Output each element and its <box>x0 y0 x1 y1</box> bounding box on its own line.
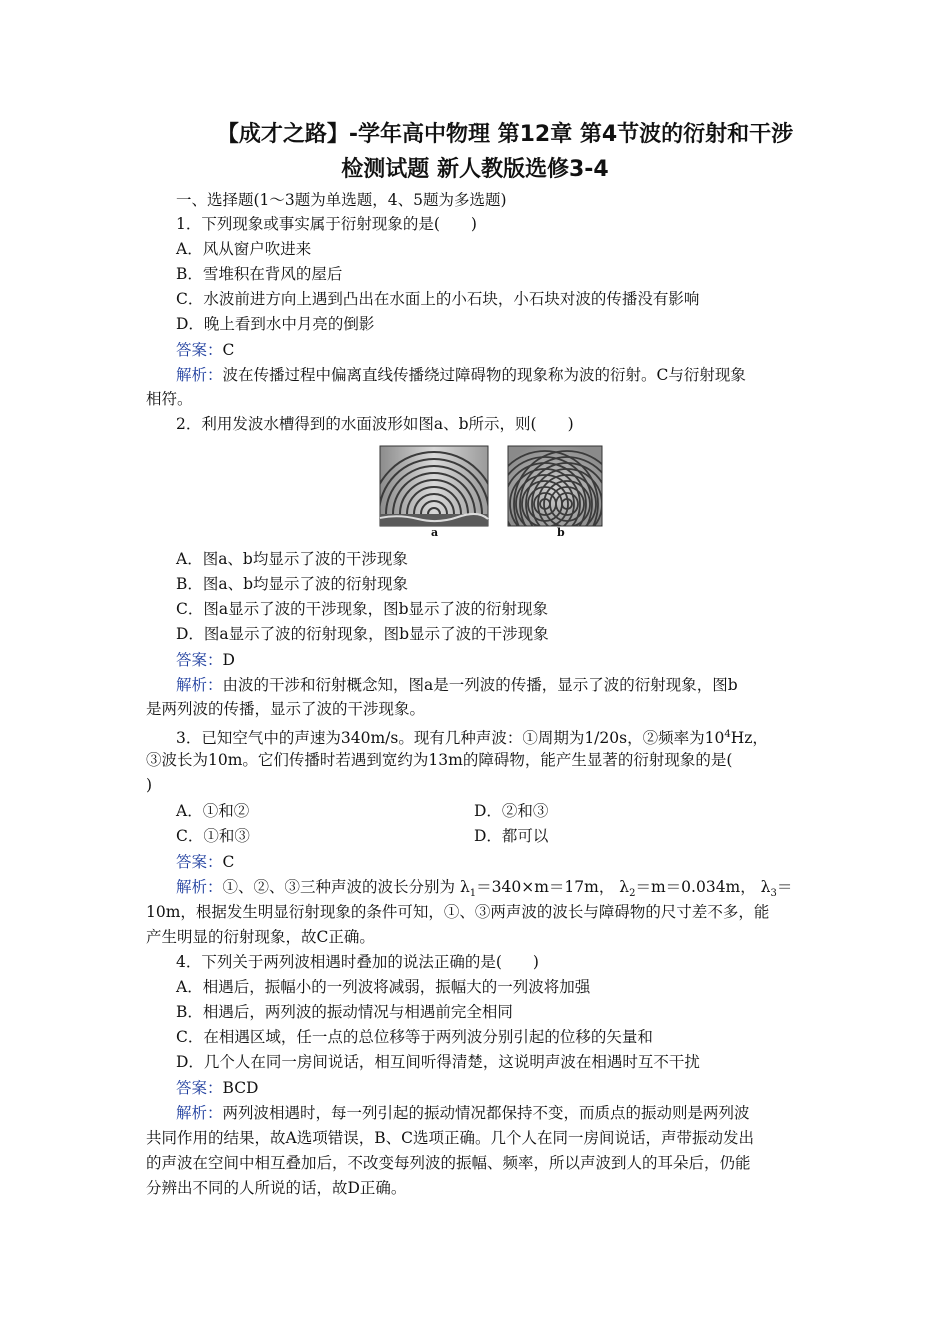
q4-option-d: D．几个人在同一房间说话，相互间听得清楚，这说明声波在相遇时互不干扰 <box>176 1053 700 1071</box>
q1-analysis-label: 解析： <box>176 366 223 384</box>
q1-analysis <box>176 364 746 386</box>
document-title-line-2: 检测试题 新人教版选修3-4 <box>341 157 609 182</box>
figure-a-label: a <box>431 526 439 539</box>
wave-figure-svg <box>378 444 604 540</box>
q3-analysis-c: ＝m＝0.034m， λ <box>635 878 771 896</box>
q3-analysis-a: ①、②、③三种声波的波长分别为 λ <box>222 878 470 896</box>
q2-answer-value: D <box>222 651 235 669</box>
figure-b-label: b <box>557 526 565 539</box>
document-title-line-1: 【成才之路】-学年高中物理 第12章 第4节波的衍射和干涉 <box>216 122 794 147</box>
q3-answer-label: 答案： <box>176 853 223 871</box>
q2-analysis-label: 解析： <box>176 676 223 694</box>
q3-option-d1: D．②和③ <box>474 802 549 820</box>
q3-analysis-cont: 10m，根据发生明显衍射现象的条件可知，①、③两声波的波长与障碍物的尺寸差不多，能 <box>146 903 770 921</box>
q3-stem-text: 3．已知空气中的声速为340m/s。现有几种声波：①周期为1/20s，②频率为10 <box>176 729 725 748</box>
q4-option-c: C．在相遇区域，任一点的总位移等于两列波分别引起的位移的矢量和 <box>176 1028 653 1046</box>
q3-stem-unit: Hz， <box>730 729 768 748</box>
q3-stem-cont-2: ) <box>146 776 153 794</box>
q1-option-d: D．晚上看到水中月亮的倒影 <box>176 315 375 333</box>
q1-option-a: A．风从窗户吹进来 <box>176 240 312 258</box>
q4-analysis <box>176 1102 750 1124</box>
q3-stem-exponent: 4 <box>724 729 731 740</box>
q3-analysis-d: ＝ <box>776 878 793 896</box>
q3-option-c: C．①和③ <box>176 827 250 845</box>
q4-stem: 4．下列关于两列波相遇时叠加的说法正确的是( ) <box>176 953 539 971</box>
q3-answer <box>176 851 234 873</box>
q4-option-a: A．相遇后，振幅小的一列波将减弱，振幅大的一列波将加强 <box>176 978 591 996</box>
q3-analysis-label: 解析： <box>176 878 223 896</box>
q3-option-d2: D．都可以 <box>474 827 549 845</box>
q3-analysis-cont-2: 产生明显的衍射现象，故C正确。 <box>146 928 375 946</box>
q4-option-b: B．相遇后，两列波的振动情况与相遇前完全相同 <box>176 1003 513 1021</box>
q1-analysis-text: 波在传播过程中偏离直线传播绕过障碍物的现象称为波的衍射。C与衍射现象 <box>222 366 746 384</box>
q3-sub-3: 3 <box>770 888 777 900</box>
q2-option-c: C．图a显示了波的干涉现象，图b显示了波的衍射现象 <box>176 600 549 618</box>
q1-answer-label: 答案： <box>176 341 223 359</box>
q1-stem: 1．下列现象或事实属于衍射现象的是( ) <box>176 215 477 233</box>
q4-analysis-cont-2: 的声波在空间中相互叠加后，不改变每列波的振幅、频率，所以声波到人的耳朵后，仍能 <box>146 1154 751 1172</box>
q4-answer-label: 答案： <box>176 1079 223 1097</box>
q3-sub-2: 2 <box>629 888 636 900</box>
q3-stem-cont: ③波长为10m。它们传播时若遇到宽约为13m的障碍物，能产生显著的衍射现象的是( <box>146 751 733 769</box>
q2-option-d: D．图a显示了波的衍射现象，图b显示了波的干涉现象 <box>176 625 549 643</box>
wave-tank-figure <box>378 444 604 540</box>
q2-stem: 2．利用发波水槽得到的水面波形如图a、b所示，则( ) <box>176 415 574 433</box>
q2-answer-label: 答案： <box>176 651 223 669</box>
section-heading: 一、选择题(1～3题为单选题，4、5题为多选题) <box>176 191 507 209</box>
q4-analysis-cont: 共同作用的结果，故A选项错误，B、C选项正确。几个人在同一房间说话，声带振动发出 <box>146 1129 754 1147</box>
q1-option-c: C．水波前进方向上遇到凸出在水面上的小石块，小石块对波的传播没有影响 <box>176 290 700 308</box>
q1-option-b: B．雪堆积在背风的屋后 <box>176 265 343 283</box>
q2-answer <box>176 649 235 671</box>
q2-analysis-text: 由波的干涉和衍射概念知，图a是一列波的传播，显示了波的衍射现象，图b <box>222 676 738 694</box>
q3-option-a: A．①和② <box>176 802 250 820</box>
q3-sub-1: 1 <box>469 888 477 900</box>
q2-analysis-cont: 是两列波的传播，显示了波的干涉现象。 <box>146 700 426 718</box>
q4-analysis-text: 两列波相遇时，每一列引起的振动情况都保持不变，而质点的振动则是两列波 <box>222 1104 750 1122</box>
q2-analysis <box>176 674 738 696</box>
q4-answer <box>176 1077 258 1099</box>
q3-analysis-b: ＝340×m＝17m， λ <box>476 878 630 896</box>
q4-analysis-label: 解析： <box>176 1104 223 1122</box>
q1-answer-value: C <box>222 341 235 359</box>
q3-answer-value: C <box>222 853 235 871</box>
figure-b-interference-image <box>492 446 604 540</box>
q2-option-a: A．图a、b均显示了波的干涉现象 <box>176 550 408 568</box>
q1-analysis-cont: 相符。 <box>146 390 193 408</box>
q4-answer-value: BCD <box>222 1079 259 1097</box>
q4-analysis-cont-3: 分辨出不同的人所说的话，故D正确。 <box>146 1179 407 1197</box>
q1-answer <box>176 339 234 361</box>
q3-stem <box>176 724 768 749</box>
q2-option-b: B．图a、b均显示了波的衍射现象 <box>176 575 409 593</box>
